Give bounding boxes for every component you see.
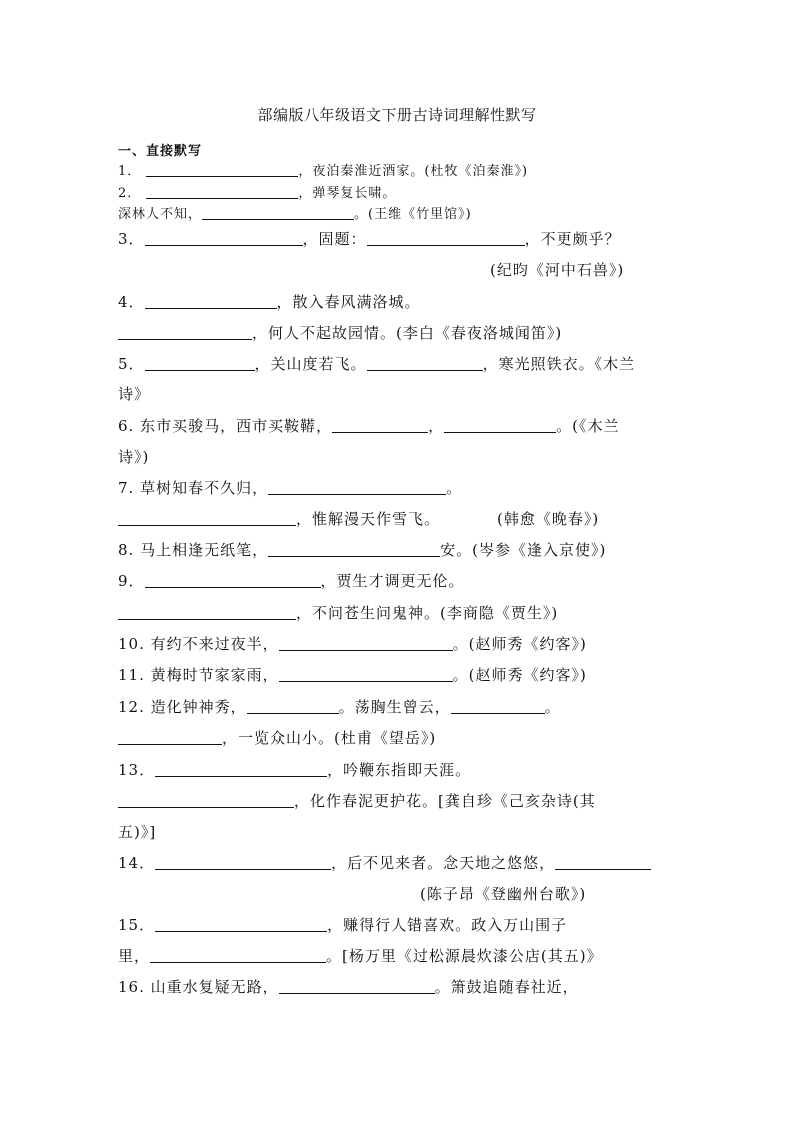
- question-8: [118, 539, 606, 560]
- answer-blank[interactable]: [279, 667, 453, 682]
- answer-blank[interactable]: [118, 730, 222, 745]
- answer-blank[interactable]: [268, 480, 446, 495]
- question-text: ，弹琴复长啸。: [298, 186, 397, 201]
- question-12-line-2: [118, 727, 436, 748]
- question-7-line-2: [118, 508, 440, 529]
- question-text: ，一览众山小。(杜甫《望岳》): [222, 729, 437, 747]
- answer-blank[interactable]: [332, 418, 428, 433]
- answer-blank[interactable]: [146, 164, 298, 177]
- question-number: 5．: [118, 355, 145, 373]
- answer-blank[interactable]: [202, 207, 354, 220]
- question-text: ，固题：: [302, 230, 367, 248]
- answer-blank[interactable]: [150, 948, 326, 963]
- page-title: 部编版八年级语文下册古诗词理解性默写: [257, 106, 537, 124]
- answer-blank[interactable]: [155, 855, 331, 870]
- answer-blank[interactable]: [367, 356, 483, 371]
- source-citation: (韩愈《晚春》): [497, 510, 600, 528]
- answer-blank[interactable]: [118, 793, 294, 808]
- question-text: 里，: [118, 947, 151, 965]
- question-text: ，惟解漫天作雪飞。: [296, 510, 441, 528]
- question-text: 。荡胸生曾云，: [338, 698, 451, 716]
- answer-blank[interactable]: [118, 325, 252, 340]
- answer-blank[interactable]: [451, 699, 545, 714]
- answer-blank[interactable]: [145, 294, 277, 309]
- question-text: ，化作春泥更护花。[龚自珍《己亥杂诗(其: [294, 792, 596, 810]
- answer-blank[interactable]: [279, 979, 435, 994]
- question-7: [118, 477, 462, 498]
- question-text: ，不更颇乎？: [524, 230, 621, 248]
- answer-blank[interactable]: [118, 511, 296, 526]
- question-text: 6. 东市买骏马，西市买鞍鞯，: [118, 417, 333, 435]
- question-text: 。箫鼓追随春社近，: [434, 978, 579, 996]
- answer-blank[interactable]: [146, 186, 298, 199]
- question-14: [118, 852, 651, 873]
- question-text: ，散入春风满洛城。: [276, 293, 421, 311]
- question-text: 。: [446, 479, 463, 497]
- question-3: [118, 228, 621, 249]
- answer-blank[interactable]: [279, 636, 453, 651]
- question-number: 4．: [118, 293, 145, 311]
- section-heading: 一、直接默写: [118, 144, 203, 159]
- question-text: 8. 马上相逢无纸笔，: [118, 541, 269, 559]
- answer-blank[interactable]: [155, 762, 327, 777]
- question-text: 。: [544, 698, 561, 716]
- question-text: ，后不见来者。念天地之悠悠，: [331, 854, 556, 872]
- question-13: [118, 759, 471, 780]
- question-text: 11. 黄梅时节家家雨，: [118, 666, 279, 684]
- question-15: [118, 914, 567, 935]
- question-text: ，吟鞭东指即天涯。: [327, 761, 472, 779]
- question-2: [118, 182, 396, 201]
- question-text: ，关山度若飞。: [254, 355, 367, 373]
- question-13-line-2: [118, 790, 596, 811]
- question-text: 安。(岑参《逢入京使》): [440, 541, 607, 559]
- answer-blank[interactable]: [247, 699, 339, 714]
- question-2-line-2: [118, 203, 472, 222]
- question-13-line-3: 五)》]: [118, 823, 157, 841]
- question-text: ，夜泊秦淮近酒家。(杜牧《泊秦淮》): [298, 164, 529, 179]
- question-text: 。(王维《竹里馆》): [354, 207, 472, 222]
- source-citation: (陈子昂《登幽州台歌》): [420, 885, 587, 903]
- question-6: [118, 415, 619, 436]
- question-text: 。(《木兰: [556, 417, 620, 435]
- question-16: [118, 976, 579, 997]
- question-11: [118, 664, 587, 685]
- answer-blank[interactable]: [155, 917, 327, 932]
- question-number: 14．: [118, 854, 156, 872]
- question-text: 10. 有约不来过夜半，: [118, 635, 279, 653]
- question-text: ，不问苍生问鬼神。(李商隐《贾生》): [296, 604, 559, 622]
- answer-blank[interactable]: [145, 356, 255, 371]
- answer-blank[interactable]: [268, 542, 440, 557]
- question-text: 7. 草树知春不久归，: [118, 479, 269, 497]
- question-9: [118, 570, 465, 591]
- question-text: ，何人不起故园情。(李白《春夜洛城闻笛》): [252, 324, 563, 342]
- answer-blank[interactable]: [145, 231, 303, 246]
- question-text: ，: [428, 417, 445, 435]
- question-text: 12. 造化钟神秀，: [118, 698, 247, 716]
- question-12: [118, 696, 561, 717]
- question-1: [118, 160, 528, 179]
- question-text: 。(赵师秀《约客》): [452, 666, 587, 684]
- question-6-line-2: 诗》): [118, 448, 150, 466]
- question-number: 3．: [118, 230, 145, 248]
- question-text: 深林人不知，: [118, 207, 203, 222]
- question-15-line-2: [118, 945, 603, 966]
- question-9-line-2: [118, 602, 558, 623]
- question-5: [118, 353, 635, 374]
- question-4: [118, 291, 421, 312]
- question-5-line-2: 诗》: [118, 385, 151, 403]
- answer-blank[interactable]: [118, 605, 296, 620]
- question-number: 2．: [118, 186, 142, 201]
- question-text: ，贾生才调更无伦。: [320, 572, 465, 590]
- question-number: 9．: [118, 572, 145, 590]
- question-number: 13．: [118, 761, 156, 779]
- answer-blank[interactable]: [145, 573, 321, 588]
- source-citation: (纪昀《河中石兽》): [490, 261, 625, 279]
- question-text: 16. 山重水复疑无路，: [118, 978, 279, 996]
- answer-blank[interactable]: [444, 418, 556, 433]
- question-10: [118, 633, 587, 654]
- question-text: 。[杨万里《过松源晨炊漆公店(其五)》: [326, 947, 603, 965]
- answer-blank[interactable]: [555, 855, 651, 870]
- question-text: ，寒光照铁衣。《木兰: [482, 355, 636, 373]
- question-text: 。(赵师秀《约客》): [452, 635, 587, 653]
- question-number: 15．: [118, 916, 156, 934]
- question-text: ，赚得行人错喜欢。政入万山围子: [327, 916, 568, 934]
- question-4-line-2: [118, 322, 562, 343]
- question-number: 1．: [118, 164, 142, 179]
- answer-blank[interactable]: [367, 231, 525, 246]
